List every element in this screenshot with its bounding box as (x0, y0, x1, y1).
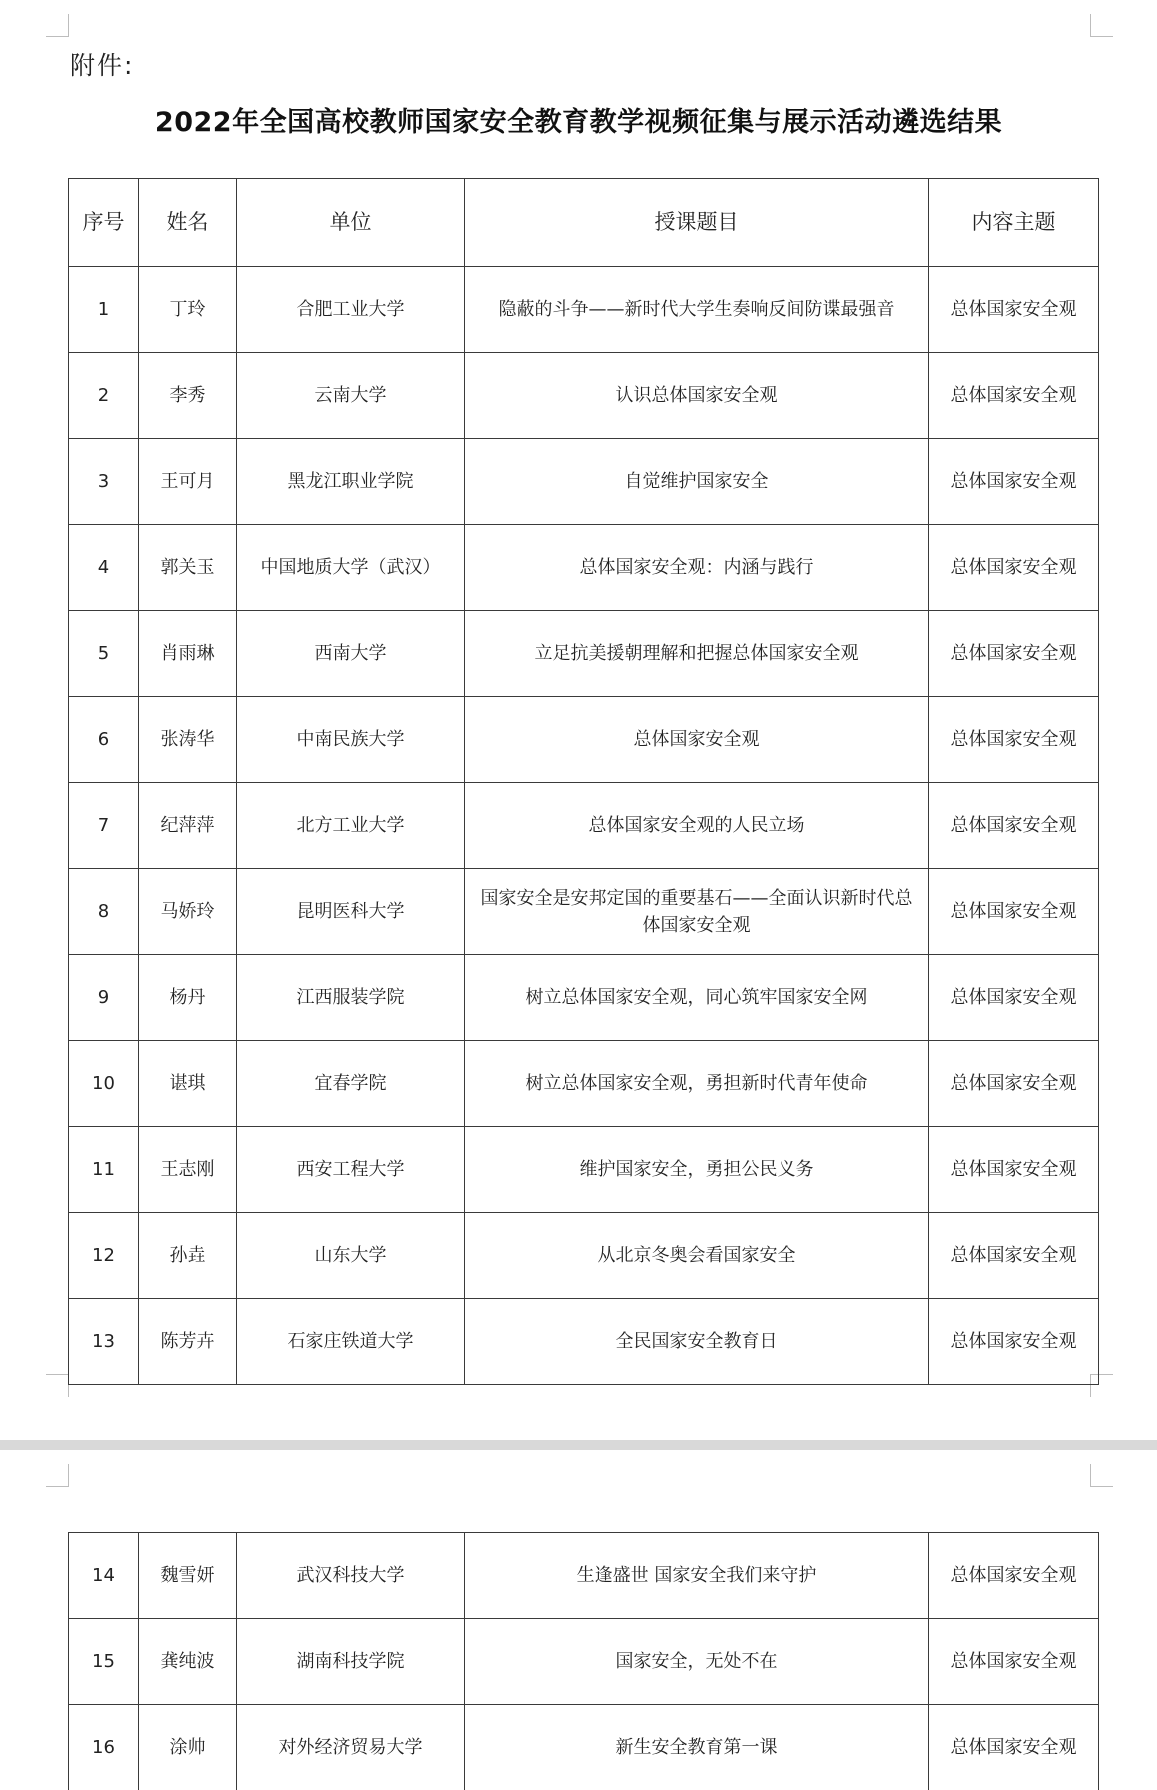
cell-no: 5 (69, 611, 139, 697)
table-row (69, 1041, 1099, 1127)
cell-no: 8 (69, 869, 139, 955)
table-row (69, 869, 1099, 955)
cell-name: 谌琪 (139, 1041, 237, 1127)
cell-theme: 总体国家安全观 (929, 869, 1099, 955)
cell-unit: 合肥工业大学 (237, 267, 465, 353)
column-header-no: 序号 (69, 179, 139, 267)
cell-name: 陈芳卉 (139, 1299, 237, 1385)
cell-name: 孙垚 (139, 1213, 237, 1299)
column-header-theme: 内容主题 (929, 179, 1099, 267)
results-table-page-1 (68, 178, 1099, 1385)
cell-theme: 总体国家安全观 (929, 439, 1099, 525)
cell-unit: 湖南科技学院 (237, 1619, 465, 1705)
cell-topic: 树立总体国家安全观，勇担新时代青年使命 (465, 1041, 929, 1127)
cell-theme: 总体国家安全观 (929, 1213, 1099, 1299)
table-row (69, 955, 1099, 1041)
cell-no: 2 (69, 353, 139, 439)
cell-unit: 山东大学 (237, 1213, 465, 1299)
cell-unit: 对外经济贸易大学 (237, 1705, 465, 1790)
cell-unit: 西安工程大学 (237, 1127, 465, 1213)
cell-unit: 宜春学院 (237, 1041, 465, 1127)
cell-topic: 立足抗美援朝理解和把握总体国家安全观 (465, 611, 929, 697)
cell-theme: 总体国家安全观 (929, 525, 1099, 611)
cell-topic: 自觉维护国家安全 (465, 439, 929, 525)
page-corner-mark (1090, 14, 1113, 37)
table-row (69, 783, 1099, 869)
cell-no: 4 (69, 525, 139, 611)
page-separator (0, 1440, 1157, 1450)
cell-name: 王可月 (139, 439, 237, 525)
cell-topic: 总体国家安全观 (465, 697, 929, 783)
column-header-unit: 单位 (237, 179, 465, 267)
cell-no: 13 (69, 1299, 139, 1385)
table-row (69, 439, 1099, 525)
cell-name: 涂帅 (139, 1705, 237, 1790)
cell-no: 10 (69, 1041, 139, 1127)
cell-unit: 黑龙江职业学院 (237, 439, 465, 525)
table-row (69, 697, 1099, 783)
results-table-page-2 (68, 1532, 1099, 1790)
cell-unit: 石家庄铁道大学 (237, 1299, 465, 1385)
page-corner-mark (46, 14, 69, 37)
cell-name: 郭关玉 (139, 525, 237, 611)
cell-theme: 总体国家安全观 (929, 1127, 1099, 1213)
table-row (69, 1213, 1099, 1299)
cell-name: 魏雪妍 (139, 1533, 237, 1619)
cell-theme: 总体国家安全观 (929, 611, 1099, 697)
attachment-label: 附件: (70, 51, 135, 80)
cell-theme: 总体国家安全观 (929, 955, 1099, 1041)
table-row (69, 1705, 1099, 1790)
cell-no: 1 (69, 267, 139, 353)
table-row (69, 1533, 1099, 1619)
table-row (69, 611, 1099, 697)
cell-topic: 国家安全是安邦定国的重要基石——全面认识新时代总体国家安全观 (465, 869, 929, 955)
page-corner-mark (46, 1374, 69, 1397)
cell-topic: 新生安全教育第一课 (465, 1705, 929, 1790)
cell-name: 王志刚 (139, 1127, 237, 1213)
cell-theme: 总体国家安全观 (929, 353, 1099, 439)
cell-unit: 武汉科技大学 (237, 1533, 465, 1619)
cell-theme: 总体国家安全观 (929, 1705, 1099, 1790)
cell-theme: 总体国家安全观 (929, 1533, 1099, 1619)
cell-theme: 总体国家安全观 (929, 1619, 1099, 1705)
table-row (69, 1299, 1099, 1385)
document-title: 2022年全国高校教师国家安全教育教学视频征集与展示活动遴选结果 (154, 107, 1003, 138)
cell-unit: 云南大学 (237, 353, 465, 439)
cell-topic: 从北京冬奥会看国家安全 (465, 1213, 929, 1299)
table-row (69, 353, 1099, 439)
cell-name: 李秀 (139, 353, 237, 439)
cell-no: 14 (69, 1533, 139, 1619)
cell-theme: 总体国家安全观 (929, 1299, 1099, 1385)
cell-no: 9 (69, 955, 139, 1041)
table-row (69, 1127, 1099, 1213)
cell-no: 16 (69, 1705, 139, 1790)
cell-topic: 总体国家安全观：内涵与践行 (465, 525, 929, 611)
cell-topic: 维护国家安全，勇担公民义务 (465, 1127, 929, 1213)
cell-name: 纪萍萍 (139, 783, 237, 869)
cell-name: 龚纯波 (139, 1619, 237, 1705)
cell-name: 马娇玲 (139, 869, 237, 955)
column-header-name: 姓名 (139, 179, 237, 267)
cell-no: 7 (69, 783, 139, 869)
cell-name: 肖雨琳 (139, 611, 237, 697)
cell-unit: 江西服装学院 (237, 955, 465, 1041)
cell-topic: 隐蔽的斗争——新时代大学生奏响反间防谍最强音 (465, 267, 929, 353)
cell-no: 12 (69, 1213, 139, 1299)
cell-name: 张涛华 (139, 697, 237, 783)
column-header-topic: 授课题目 (465, 179, 929, 267)
page-corner-mark (1090, 1464, 1113, 1487)
table-header-row (69, 179, 1099, 267)
cell-theme: 总体国家安全观 (929, 783, 1099, 869)
cell-name: 杨丹 (139, 955, 237, 1041)
cell-unit: 中南民族大学 (237, 697, 465, 783)
cell-unit: 昆明医科大学 (237, 869, 465, 955)
cell-topic: 认识总体国家安全观 (465, 353, 929, 439)
document-page-2 (0, 1450, 1157, 1785)
cell-name: 丁玲 (139, 267, 237, 353)
cell-theme: 总体国家安全观 (929, 267, 1099, 353)
cell-topic: 生逢盛世 国家安全我们来守护 (465, 1533, 929, 1619)
cell-theme: 总体国家安全观 (929, 1041, 1099, 1127)
cell-no: 6 (69, 697, 139, 783)
cell-unit: 西南大学 (237, 611, 465, 697)
table-row (69, 1619, 1099, 1705)
cell-no: 15 (69, 1619, 139, 1705)
cell-topic: 全民国家安全教育日 (465, 1299, 929, 1385)
cell-topic: 总体国家安全观的人民立场 (465, 783, 929, 869)
cell-topic: 国家安全，无处不在 (465, 1619, 929, 1705)
cell-topic: 树立总体国家安全观，同心筑牢国家安全网 (465, 955, 929, 1041)
cell-unit: 中国地质大学（武汉） (237, 525, 465, 611)
table-row (69, 525, 1099, 611)
page-corner-mark (46, 1464, 69, 1487)
cell-no: 3 (69, 439, 139, 525)
table-row (69, 267, 1099, 353)
cell-unit: 北方工业大学 (237, 783, 465, 869)
cell-theme: 总体国家安全观 (929, 697, 1099, 783)
cell-no: 11 (69, 1127, 139, 1213)
